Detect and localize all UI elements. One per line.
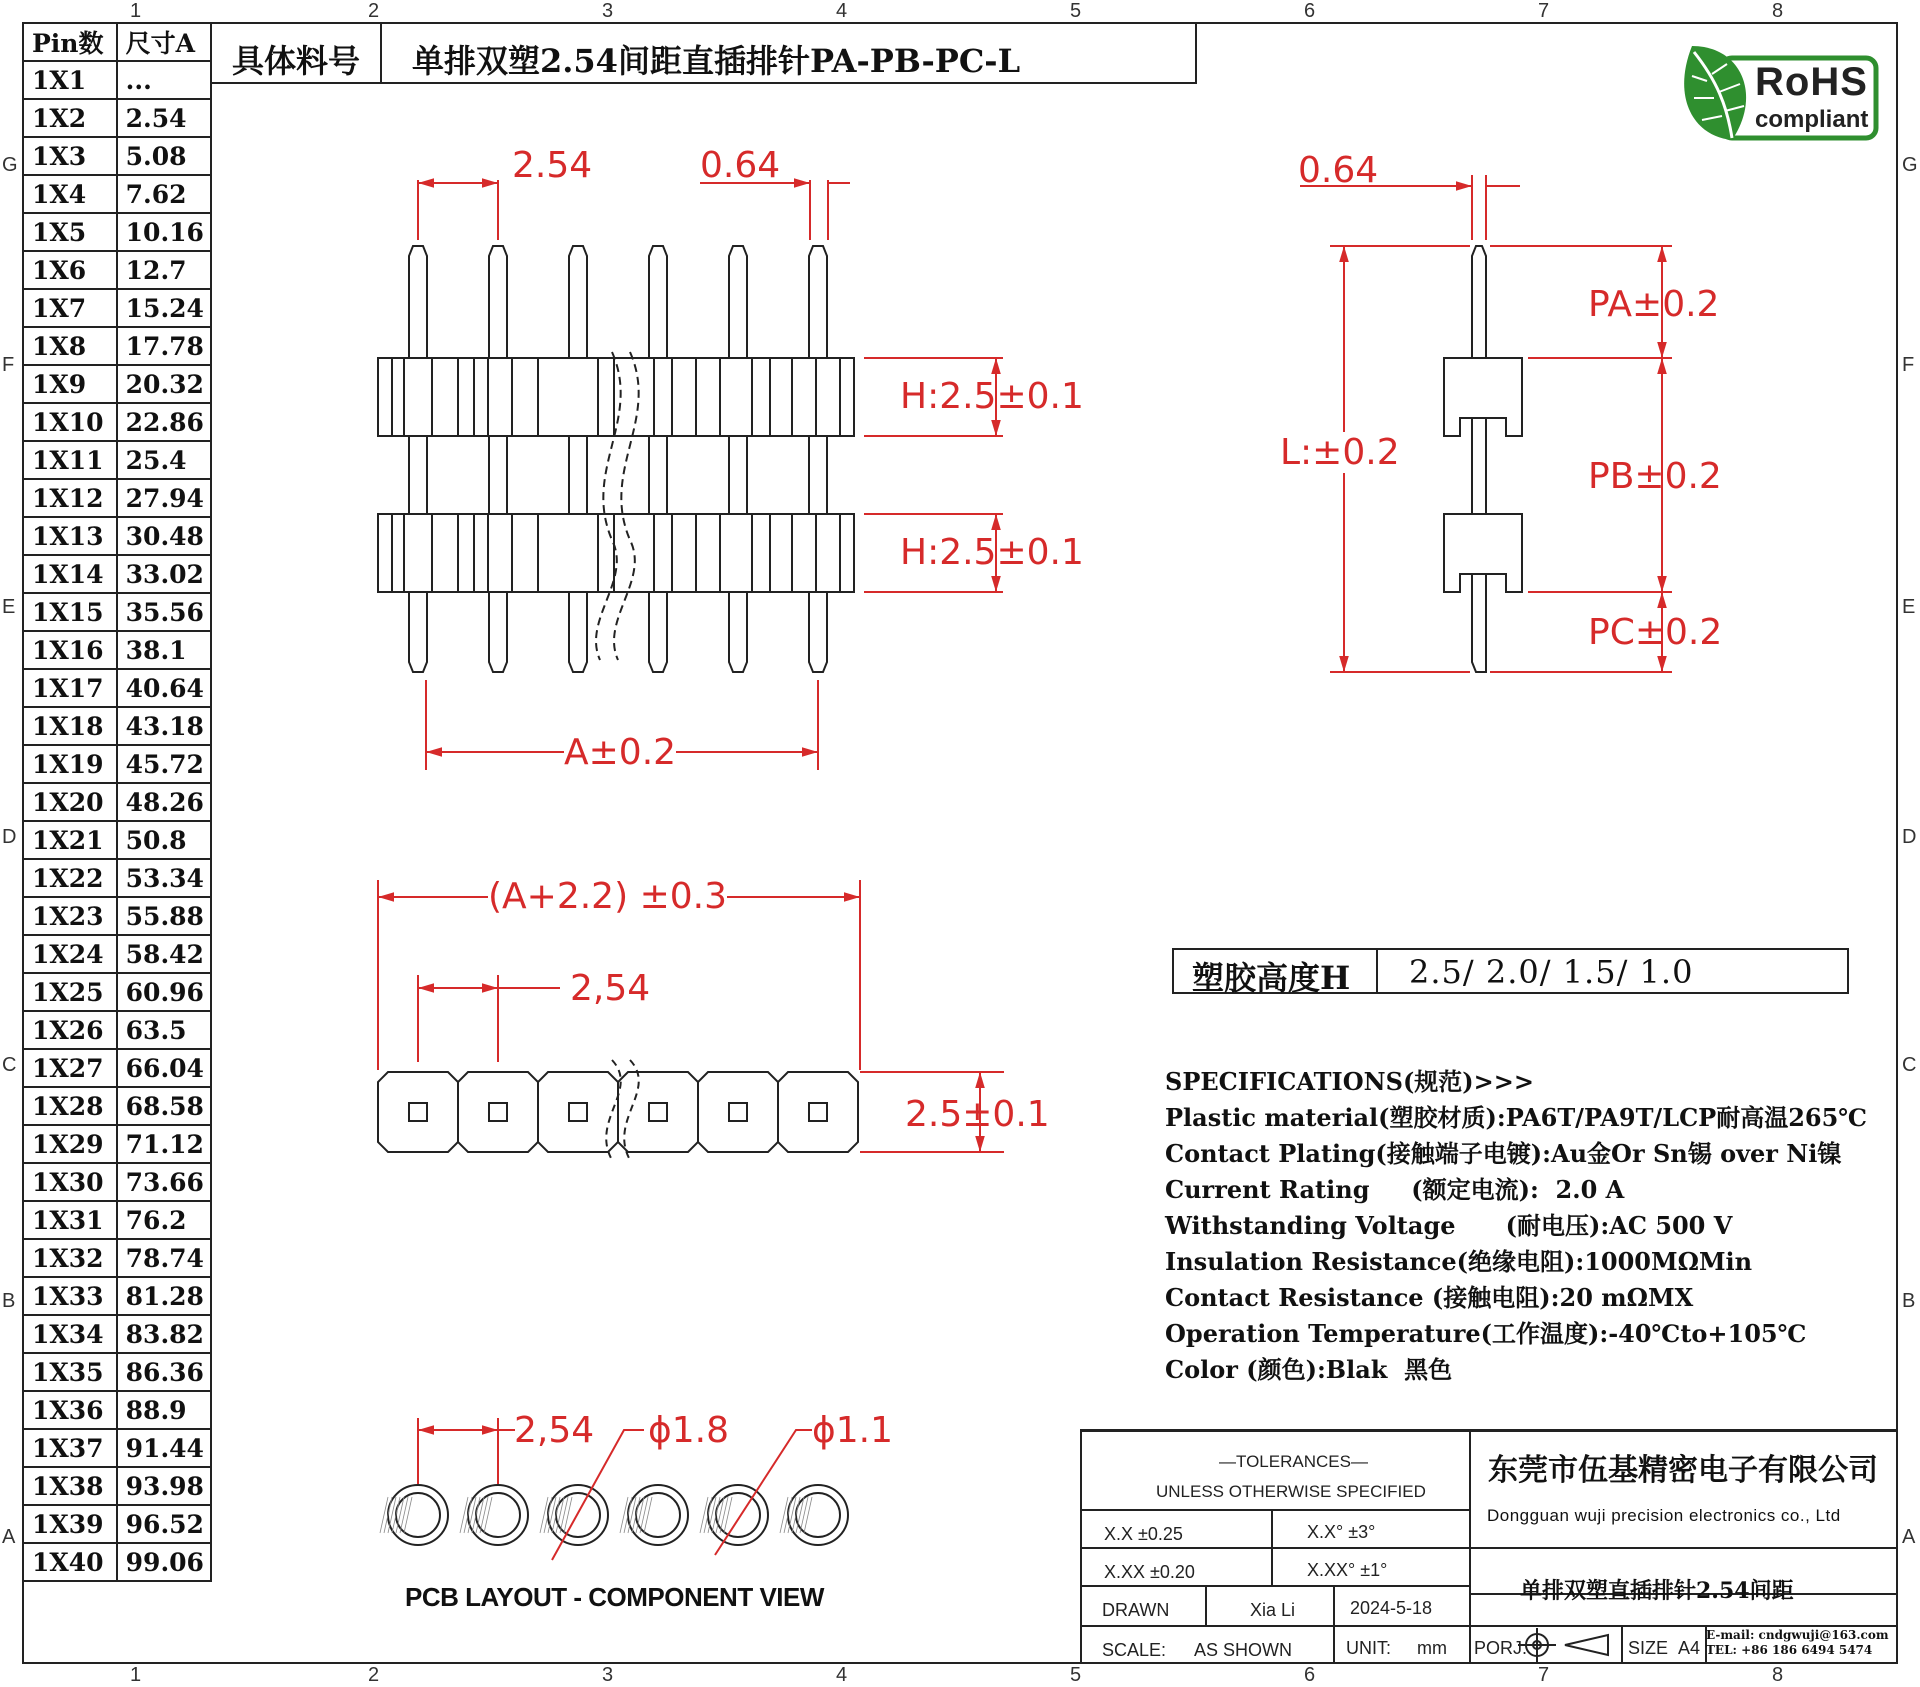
zone-row-G: G <box>2 154 18 176</box>
dimension-a-cell: 63.5 <box>117 1011 211 1049</box>
drawn-by: Xia Li <box>1250 1600 1296 1620</box>
front-view <box>378 246 854 672</box>
lower-housing <box>378 514 854 592</box>
pin-count-cell: 1X18 <box>23 707 117 745</box>
dimension-a-cell: 27.94 <box>117 479 211 517</box>
dimension-a-cell: 50.8 <box>117 821 211 859</box>
zone-column-3: 3 <box>602 1664 614 1686</box>
company-name-en: Dongguan wuji precision electronics co., Ltd <box>1487 1506 1841 1525</box>
zone-column-5: 5 <box>1070 1664 1082 1686</box>
size-value: A4 <box>1678 1638 1701 1658</box>
zone-column-7: 7 <box>1538 1664 1550 1686</box>
zone-row-B: B <box>2 1290 16 1312</box>
pin-count-cell: 1X28 <box>23 1087 117 1125</box>
pin-count-cell: 1X37 <box>23 1429 117 1467</box>
zone-column-2: 2 <box>368 0 380 22</box>
pin-count-cell: 1X3 <box>23 137 117 175</box>
specifications <box>1165 1064 1867 1388</box>
size-label: SIZE <box>1628 1638 1669 1658</box>
spec-line: Contact Resistance (接触电阻):20 mΩMX <box>1165 1283 1694 1312</box>
pin-count-cell: 1X17 <box>23 669 117 707</box>
dimension-a-cell: 60.96 <box>117 973 211 1011</box>
title-value: 单排双塑2.54间距直插排针PA-PB-PC-L <box>412 42 1021 80</box>
dimension-a-cell: 99.06 <box>117 1543 211 1581</box>
dimension-a-cell: ... <box>117 61 211 99</box>
pin <box>489 246 507 672</box>
dimension-a-cell: 38.1 <box>117 631 211 669</box>
pin-square <box>489 1103 507 1121</box>
dimension-a-cell: 66.04 <box>117 1049 211 1087</box>
upper-housing <box>378 358 854 436</box>
dimension-a-cell: 17.78 <box>117 327 211 365</box>
pin-count-cell: 1X1 <box>23 61 117 99</box>
dimension-a-cell: 12.7 <box>117 251 211 289</box>
pin-count-cell: 1X5 <box>23 213 117 251</box>
pin-count-cell: 1X23 <box>23 897 117 935</box>
pin-count-cell: 1X20 <box>23 783 117 821</box>
top-height-label: 2.5±0.1 <box>905 1094 1050 1135</box>
pin-count-cell: 1X22 <box>23 859 117 897</box>
dimension-a-cell: 43.18 <box>117 707 211 745</box>
dimension-a-cell: 76.2 <box>117 1201 211 1239</box>
pcb-layout <box>380 1485 848 1545</box>
dimension-a-cell: 48.26 <box>117 783 211 821</box>
pin-count-cell: 1X21 <box>23 821 117 859</box>
pin <box>649 246 667 672</box>
pin-count-cell: 1X13 <box>23 517 117 555</box>
dimension-a-cell: 30.48 <box>117 517 211 555</box>
rohs-mark: RoHS <box>1755 60 1868 104</box>
unit-label: UNIT: <box>1346 1638 1391 1658</box>
zone-column-5: 5 <box>1070 0 1082 22</box>
dimension-a-cell: 33.02 <box>117 555 211 593</box>
pin-count-cell: 1X38 <box>23 1467 117 1505</box>
front-pin-width-label: 0.64 <box>700 145 781 186</box>
zone-column-6: 6 <box>1304 1664 1316 1686</box>
pin-square <box>809 1103 827 1121</box>
tol-x-xx-angle: X.XX° ±1° <box>1307 1560 1388 1580</box>
plastic-height-box <box>1172 948 1849 997</box>
scale-label: SCALE: <box>1102 1640 1167 1660</box>
tolerances-subtitle: UNLESS OTHERWISE SPECIFIED <box>1156 1482 1426 1501</box>
pin-count-cell: 1X9 <box>23 365 117 403</box>
pin-square <box>569 1103 587 1121</box>
overall-width-label: (A+2.2) ±0.3 <box>488 876 727 917</box>
dimension-a-cell: 73.66 <box>117 1163 211 1201</box>
pad-hole <box>796 1493 840 1537</box>
dimension-a-cell: 20.32 <box>117 365 211 403</box>
pin-count-cell: 1X25 <box>23 973 117 1011</box>
zone-column-2: 2 <box>368 1664 380 1686</box>
pin-count-cell: 1X10 <box>23 403 117 441</box>
zone-column-7: 7 <box>1538 0 1550 22</box>
pcb-pitch-label: 2,54 <box>514 1410 595 1451</box>
dimension-a-cell: 25.4 <box>117 441 211 479</box>
pin-count-cell: 1X40 <box>23 1543 117 1581</box>
zone-row-B: B <box>1902 1290 1916 1312</box>
pin <box>409 246 427 672</box>
pin <box>569 246 587 672</box>
dimension-a-cell: 78.74 <box>117 1239 211 1277</box>
lower-height-label: H:2.5±0.1 <box>900 532 1084 573</box>
dimension-a-cell: 83.82 <box>117 1315 211 1353</box>
pin-count-cell: 1X36 <box>23 1391 117 1429</box>
pin-count-cell: 1X30 <box>23 1163 117 1201</box>
pin-count-cell: 1X35 <box>23 1353 117 1391</box>
drawn-date: 2024-5-18 <box>1350 1598 1433 1618</box>
front-pitch-label: 2.54 <box>512 145 593 186</box>
tol-x-x-angle: X.X° ±3° <box>1307 1522 1376 1542</box>
dimension-a-cell: 91.44 <box>117 1429 211 1467</box>
spec-line: Withstanding Voltage (耐电压):AC 500 V <box>1165 1211 1733 1240</box>
pin-count-cell: 1X11 <box>23 441 117 479</box>
zone-row-D: D <box>1902 826 1917 848</box>
pin <box>729 246 747 672</box>
pad-hole <box>636 1493 680 1537</box>
pin-count-cell: 1X26 <box>23 1011 117 1049</box>
dimension-a-cell: 15.24 <box>117 289 211 327</box>
spec-line: Current Rating (额定电流): 2.0 A <box>1165 1175 1625 1204</box>
pin-count-cell: 1X2 <box>23 99 117 137</box>
zone-row-D: D <box>2 826 17 848</box>
pin-count-cell: 1X14 <box>23 555 117 593</box>
pin-count-cell: 1X15 <box>23 593 117 631</box>
pin-count-cell: 1X31 <box>23 1201 117 1239</box>
zone-column-1: 1 <box>130 0 142 22</box>
projection-label: PORJ. <box>1474 1638 1528 1658</box>
top-pitch-label: 2,54 <box>570 968 651 1009</box>
pin-count-cell: 1X27 <box>23 1049 117 1087</box>
side-pin-width-label: 0.64 <box>1298 150 1379 191</box>
pin-count-cell: 1X32 <box>23 1239 117 1277</box>
pin-count-cell: 1X39 <box>23 1505 117 1543</box>
tol-x-x: X.X ±0.25 <box>1104 1524 1183 1544</box>
zone-column-6: 6 <box>1304 0 1316 22</box>
pin-count-cell: 1X24 <box>23 935 117 973</box>
title-label: 具体料号 <box>232 42 361 80</box>
part-name: 单排双塑直插排针2.54间距 <box>1520 1578 1794 1604</box>
pin-count-cell: 1X19 <box>23 745 117 783</box>
pc-label: PC±0.2 <box>1588 612 1723 653</box>
width-a-label: A±0.2 <box>564 732 677 773</box>
tol-x-xx: X.XX ±0.20 <box>1104 1562 1195 1582</box>
zone-row-C: C <box>1902 1054 1917 1076</box>
pin <box>809 246 827 672</box>
pin-count-cell: 1X33 <box>23 1277 117 1315</box>
spec-line: Contact Plating(接触端子电镀):Au金Or Sn锡 over Ni镍 <box>1165 1139 1842 1168</box>
zone-row-F: F <box>2 354 15 376</box>
dimension-a-cell: 81.28 <box>117 1277 211 1315</box>
pad-hole <box>476 1493 520 1537</box>
contact-info <box>1706 1628 1889 1658</box>
plastic-height-value: 2.5/ 2.0/ 1.5/ 1.0 <box>1409 953 1694 991</box>
pin-count-cell: 1X8 <box>23 327 117 365</box>
pin-count-header: Pin数 <box>23 23 117 61</box>
side-view <box>1444 246 1522 672</box>
hole-diameter-label: ϕ1.1 <box>812 1410 893 1451</box>
spec-line: Plastic material(塑胶材质):PA6T/PA9T/LCP耐高温265℃ <box>1165 1103 1868 1132</box>
dimension-a-cell: 88.9 <box>117 1391 211 1429</box>
pin-square <box>409 1103 427 1121</box>
dimension-a-cell: 53.34 <box>117 859 211 897</box>
dimension-a-cell: 7.62 <box>117 175 211 213</box>
dimension-a-header: 尺寸A <box>117 23 211 61</box>
dimension-a-cell: 10.16 <box>117 213 211 251</box>
zone-column-4: 4 <box>836 1664 848 1686</box>
dimension-a-cell: 58.42 <box>117 935 211 973</box>
side-pin <box>1472 246 1486 672</box>
spec-line: SPECIFICATIONS(规范)>>> <box>1165 1067 1534 1096</box>
zone-column-8: 8 <box>1772 1664 1784 1686</box>
dimension-a-cell: 2.54 <box>117 99 211 137</box>
pcb-layout-label: PCB LAYOUT - COMPONENT VIEW <box>405 1582 824 1612</box>
email: E-mail: cndgwuji@163.com <box>1706 1628 1889 1642</box>
scale-value: AS SHOWN <box>1194 1640 1293 1660</box>
spec-line: Operation Temperature(工作温度):-40℃to+105℃ <box>1165 1319 1807 1348</box>
unit-value: mm <box>1417 1638 1447 1658</box>
zone-row-G: G <box>1902 154 1918 176</box>
dimension-a-cell: 22.86 <box>117 403 211 441</box>
pin-count-cell: 1X34 <box>23 1315 117 1353</box>
pa-label: PA±0.2 <box>1588 284 1720 325</box>
pin-square <box>649 1103 667 1121</box>
upper-height-label: H:2.5±0.1 <box>900 376 1084 417</box>
tolerances-title: —TOLERANCES— <box>1219 1452 1368 1471</box>
top-view <box>378 1060 858 1160</box>
zone-row-E: E <box>2 596 16 618</box>
pin-count-cell: 1X6 <box>23 251 117 289</box>
dimension-a-cell: 40.64 <box>117 669 211 707</box>
dimension-a-cell: 5.08 <box>117 137 211 175</box>
zone-column-3: 3 <box>602 0 614 22</box>
dimension-a-cell: 68.58 <box>117 1087 211 1125</box>
pad-diameter-label: ϕ1.8 <box>648 1410 729 1451</box>
drawn-label: DRAWN <box>1102 1600 1170 1620</box>
dimension-a-cell: 86.36 <box>117 1353 211 1391</box>
plastic-height-label: 塑胶高度H <box>1192 959 1351 997</box>
rohs-compliant: compliant <box>1755 106 1869 133</box>
dimension-a-cell: 55.88 <box>117 897 211 935</box>
pin-count-cell: 1X12 <box>23 479 117 517</box>
zone-row-A: A <box>2 1526 16 1548</box>
zone-row-E: E <box>1902 596 1916 618</box>
spec-line: Color (颜色):Blak 黑色 <box>1165 1355 1453 1384</box>
dimension-a-cell: 45.72 <box>117 745 211 783</box>
company-name-cn: 东莞市伍基精密电子有限公司 <box>1488 1453 1878 1488</box>
pb-label: PB±0.2 <box>1588 456 1722 497</box>
dimension-a-cell: 96.52 <box>117 1505 211 1543</box>
zone-row-F: F <box>1902 354 1915 376</box>
pad-hole <box>396 1493 440 1537</box>
zone-row-A: A <box>1902 1526 1916 1548</box>
zone-column-1: 1 <box>130 1664 142 1686</box>
pin-square <box>729 1103 747 1121</box>
pin-count-cell: 1X16 <box>23 631 117 669</box>
spec-line: Insulation Resistance(绝缘电阻):1000MΩMin <box>1165 1247 1753 1276</box>
pin-count-cell: 1X4 <box>23 175 117 213</box>
zone-column-4: 4 <box>836 0 848 22</box>
plastic-height-divider <box>1376 950 1378 992</box>
dimension-a-cell: 93.98 <box>117 1467 211 1505</box>
dimension-a-cell: 71.12 <box>117 1125 211 1163</box>
pin-count-cell: 1X7 <box>23 289 117 327</box>
zone-row-C: C <box>2 1054 17 1076</box>
pin-count-cell: 1X29 <box>23 1125 117 1163</box>
zone-column-8: 8 <box>1772 0 1784 22</box>
length-label: L:±0.2 <box>1280 432 1400 473</box>
pad-hole <box>716 1493 760 1537</box>
dimension-a-cell: 35.56 <box>117 593 211 631</box>
telephone: TEL: +86 186 6494 5474 <box>1706 1643 1873 1657</box>
